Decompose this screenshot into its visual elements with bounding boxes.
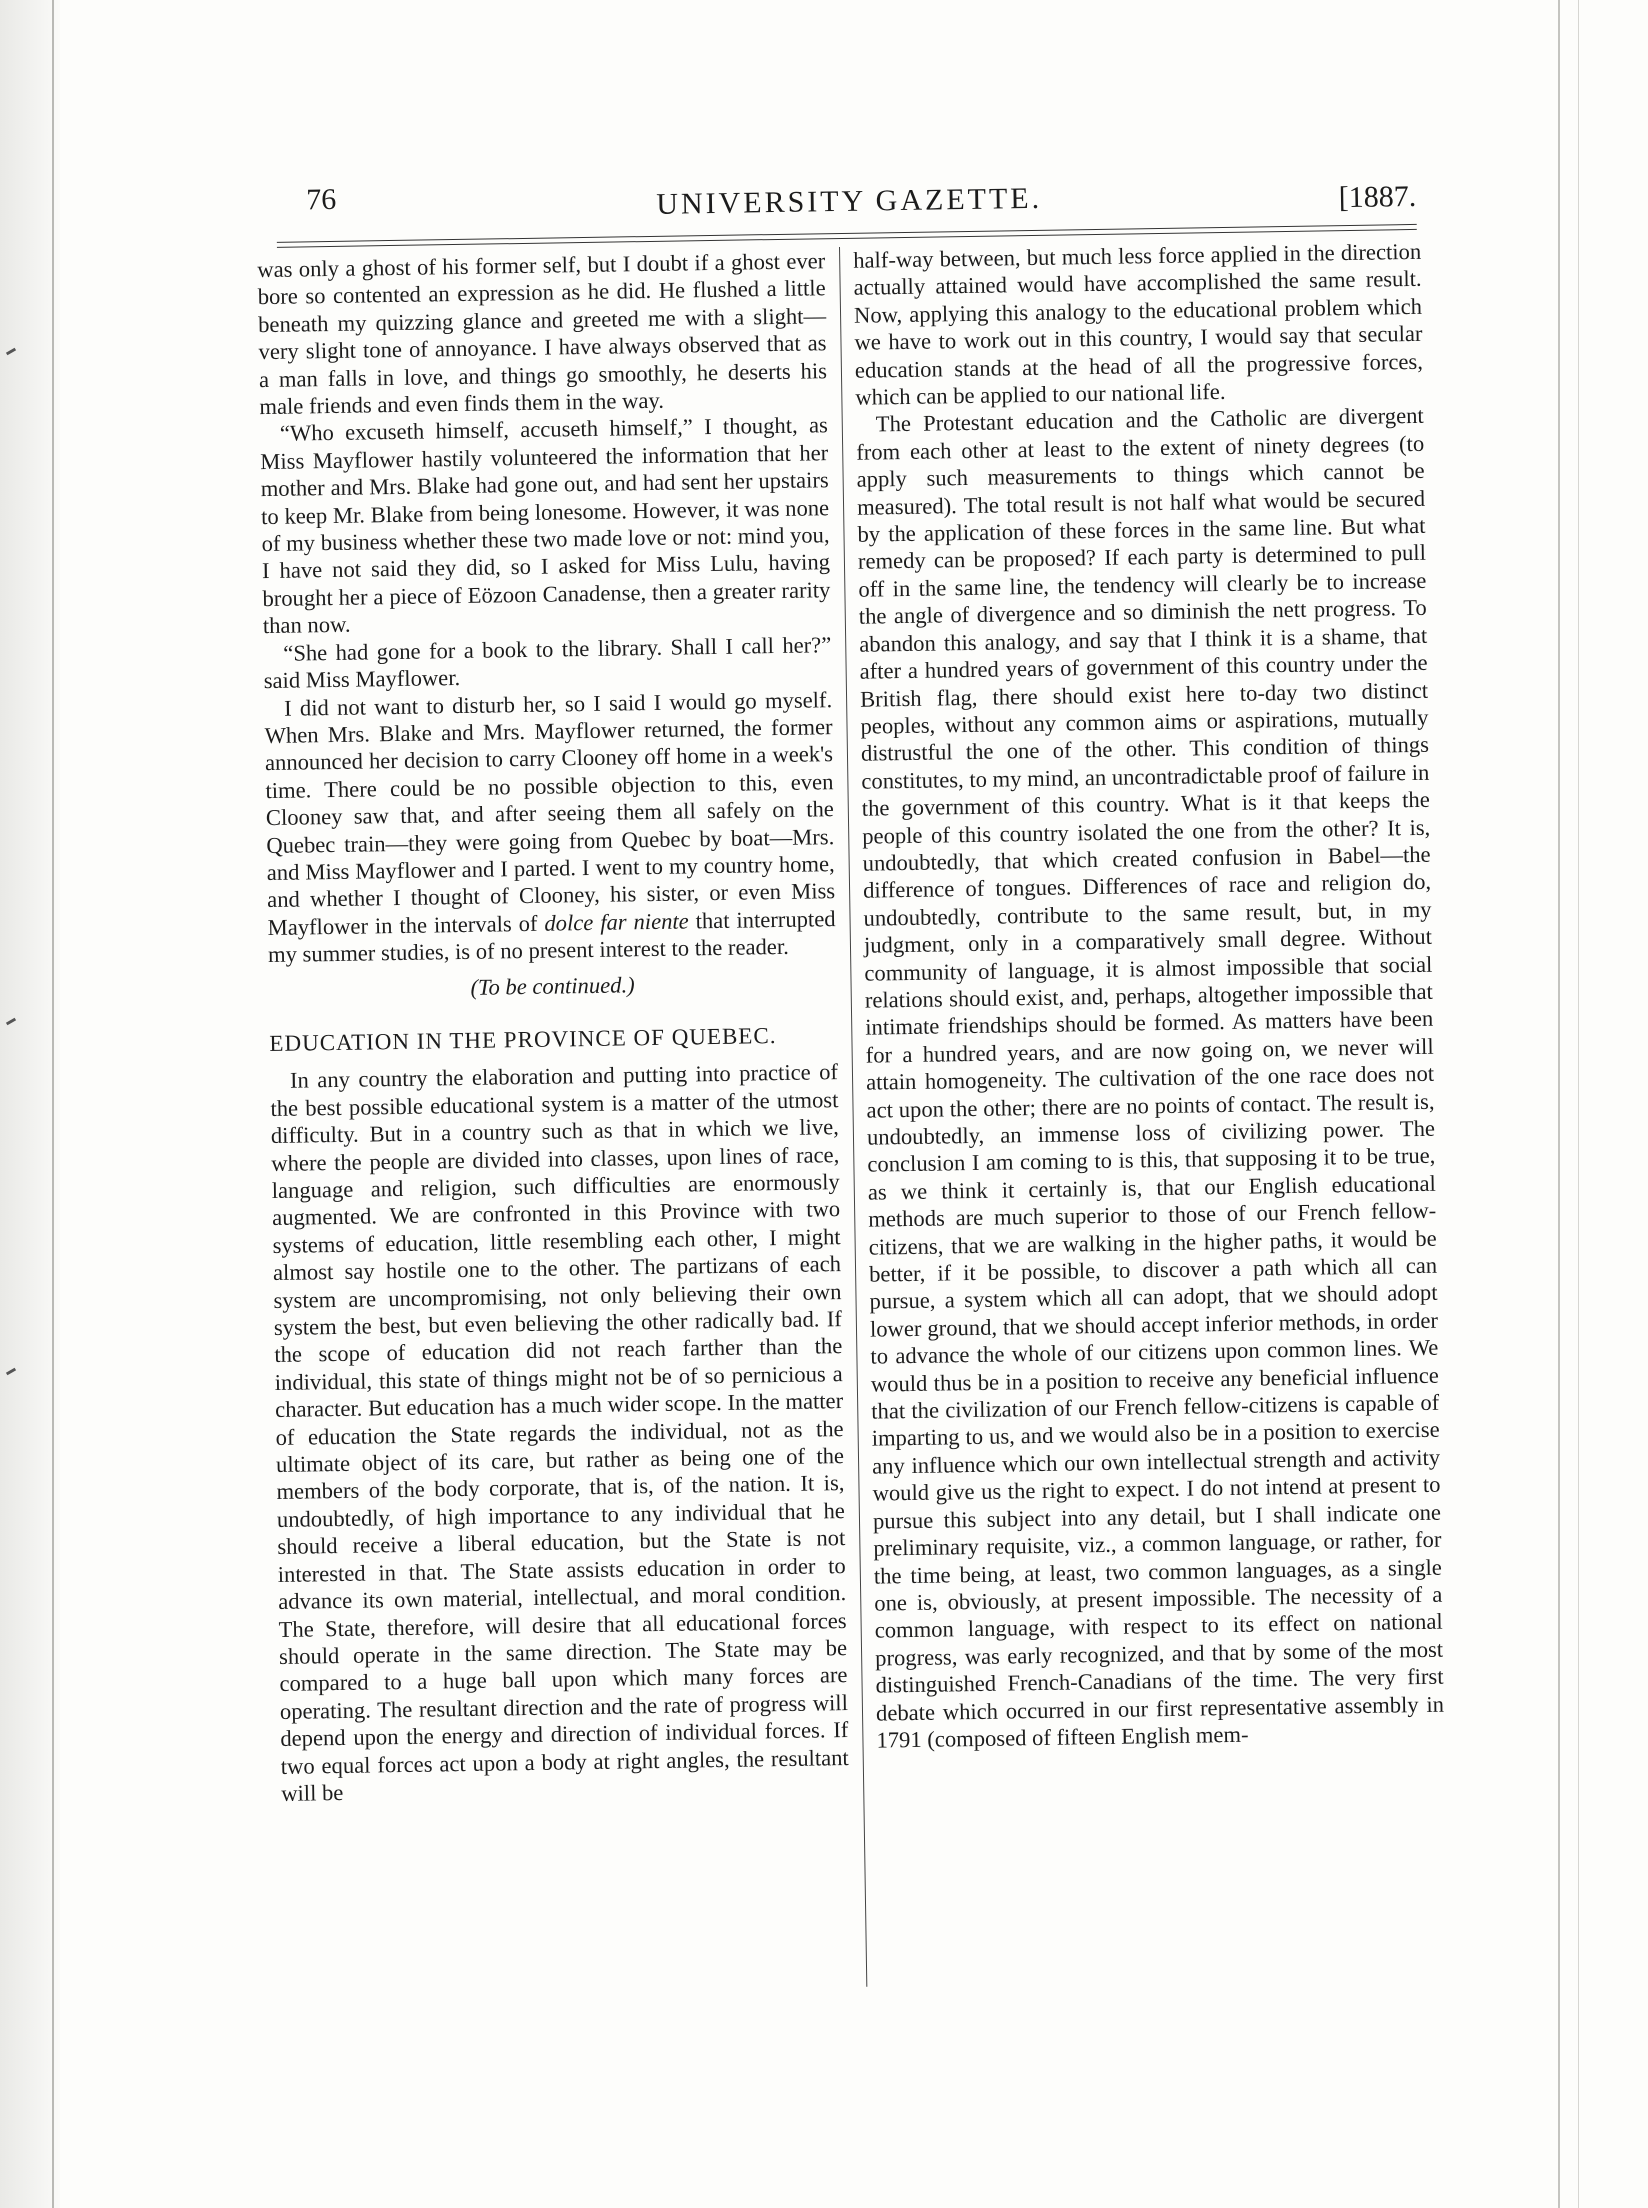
scan-left-margin-line: [52, 0, 54, 2208]
page-number: 76: [305, 182, 337, 217]
scan-right-margin-line: [1558, 0, 1560, 2208]
issue-year: [1887.: [1338, 179, 1417, 215]
scan-left-edge-shadow: [0, 0, 60, 2208]
story-paragraph: “She had gone for a book to the library. Shall I call her?” said Miss Mayflower.: [263, 631, 832, 694]
newspaper-page: [246, 166, 1444, 1984]
article-title: EDUCATION IN THE PROVINCE OF QUEBEC.: [269, 1023, 777, 1057]
story-paragraph: [264, 686, 836, 969]
article-paragraph: The Protestant education and the Catholic are divergent from each other at least to the extent of ninety degrees (to apply such measurements to things which cannot be measured). The total result is not half what would be secured by the application of these forces in the same line. But what remedy can be proposed? If each party is determined to pull off in the same line, the tendency will clearly be to increase the angle of divergence and so diminish the nett progress. To abandon this analogy, and say that I think it is a shame, that after a hundred years of government of this country under the British flag, there should exist here to-day two distinct peoples, without any common aims or aspirations, mutually distrustful the one of the other. This condition of things constitutes, to my mind, an uncontradictable proof of failure in the government of this country. What is it that keeps the people of this country isolated the one from the other? It is, undoubtedly, that which created confusion in Babel—the difference of tongues. Differences of race and religion do, undoubtedly, contribute to the same result, but, in my judgment, only in a comparatively small degree. Without community of language, it is almost impossible that social relations should exist, and, perhaps, altogether impossible that intimate friendships should be formed. As matters have been for a hundred years, and are now going on, we never will attain homogeneity. The cultivation of the one race does not act upon the other; there are no points of contact. The result is, undoubtedly, an immense loss of civilizing power. The conclusion I am coming to is this, that supposing it to be true, as we think it certainly is, that our English educational methods are much superior to those of our French fellow-citizens, that we are walking in the higher paths, it would be better, if it be possible, to discover a path which all can pursue, a system which all can adopt, that we should adopt lower ground, that we should accept inferior methods, in order to advance the whole of our citizens upon common lines. We would thus be in a position to receive any beneficial influence that the civilization of our French fellow-citizens is capable of imparting to us, and we would also be in a position to exercise any influence which our own intellectual strength and activity would give us the right to expect. I do not intend at present to pursue this subject into any detail, but I shall indicate one preliminary requisite, viz., a common language, or rather, for the time being, at least, two common languages, as a single one is, obviously, at present impossible. The necessity of a common language, with respect to its effect on national progress, was early recognized, and that by some of the most distinguished French-Canadians of the time. The very first debate which occurred in our first representative assembly in 1791 (composed of fifteen English mem-: [856, 403, 1445, 1753]
story-text: that interrupted my summer studies, is of no present interest to the reader.: [267, 905, 836, 968]
left-column: [257, 247, 849, 1807]
continued-note: [268, 968, 836, 1004]
continued-note-text: (To be continued.): [470, 971, 635, 1000]
right-column: [853, 238, 1445, 1754]
story-paragraph: “Who excuseth himself, accuseth himself,” I thought, as Miss Mayflower hastily volunteered the information that her mother and Mrs. Blake had gone out, and had sent her upstairs to keep Mr. Blake from being lonesome. However, it was none of my business whether these two made love or not: mind you, I have not said they did, so I asked for Miss Lulu, having brought her a piece of Eözoon Canadense, then a greater rarity than now.: [260, 412, 831, 639]
story-text: I did not want to disturb her, so I said I would go myself. When Mrs. Blake and Mrs. Mayflower returned, the former announced her decision to carry Clooney off home in a week's time. There could be no possible objection to this, even Clooney saw that, and after seeing them all safely on the Quebec train—they were going from Quebec by boat—Mrs. and Miss Mayflower and I parted. I went to my country home, and whether I thought of Clooney, his sister, or even Miss Mayflower in the intervals of: [264, 686, 836, 940]
story-paragraph: was only a ghost of his former self, but I doubt if a ghost ever bore so contented an expression as he did. He flushed a little beneath my quizzing glance and greeted me with a slight—very slight tone of annoyance. I have always observed that as a man falls in love, and things go smoothly, he deserts his male friends and even finds them in the way.: [257, 248, 828, 420]
journal-title: UNIVERSITY GAZETTE.: [656, 181, 1043, 221]
article-paragraph: In any country the elaboration and putting into practice of the best possible educational system is a matter of the utmost difficulty. But in a country such as that in which we live, where the people are divided into classes, upon lines of race, language and religion, such difficulties are enormously augmented. We are confronted in this Province with two systems of education, little resembling each other, I might almost say hostile one to the other. The partizans of each system are uncompromising, not only believing their own system the best, but even believing the other radically bad. If the scope of education did not reach farther than the individual, this state of things might not be of so pernicious a character. But education has a much wider scope. In the matter of education the State regards the individual, not as the ultimate object of its care, but rather as being one of the members of the body corporate, that is, of the nation. It is, undoubtedly, of high importance to any individual that he should receive a liberal education, but the State is not interested in that. The State assists education in order to advance its own material, intellectual, and moral condition. The State, therefore, will desire that all educational forces should operate in the same direction. The State may be compared to a huge ball upon which many forces are operating. The resultant direction and the rate of progress will depend upon the energy and direction of individual forces. If two equal forces act upon a body at right angles, the resultant will be: [270, 1059, 849, 1806]
italic-phrase: dolce far niente: [544, 908, 689, 936]
article-paragraph: half-way between, but much less force applied in the direction actually attained would have accomplished the same result. Now, applying this analogy to the educational problem which we have to work out in this country, I would say that secular education stands at the head of all the progressive forces, which can be applied to our national life.: [853, 238, 1424, 410]
scan-right-margin-line-faint: [1578, 0, 1579, 2208]
